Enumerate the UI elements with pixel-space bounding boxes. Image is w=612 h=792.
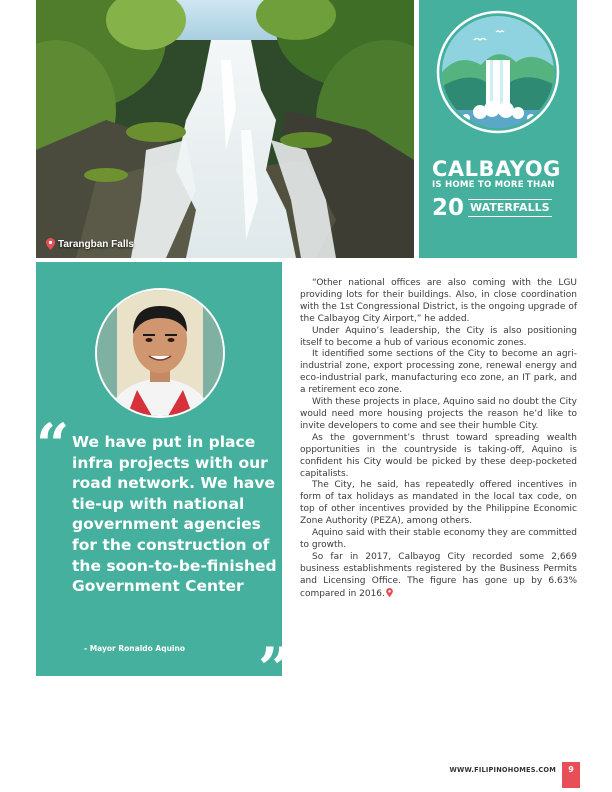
fact-text (432, 158, 572, 221)
waterfall-photo (36, 0, 414, 258)
end-mark-pin-icon (386, 588, 393, 597)
photo-caption (46, 238, 134, 250)
fact-count: 20 (432, 195, 465, 221)
article-body (300, 278, 577, 600)
article-paragraph: It identified some sections of the City to become an agri-industrial zone, export processing zone, renewal energy and eco-industrial park, manufacturing eco zone, an IT park, and a retirement eco zone. (300, 349, 577, 396)
page-number: 9 (562, 762, 580, 788)
article-paragraph-text: So far in 2017, Calbayog City recorded some 2,669 business establishments registered by the Business Permits and Licensing Office. The figure has gone up by 6.63% compared in 2016. (300, 551, 577, 599)
fact-city: CALBAYOG (432, 157, 561, 181)
map-pin-icon (46, 238, 55, 250)
quote-attribution: - Mayor Ronaldo Aquino (84, 644, 185, 653)
article-paragraph-last (300, 552, 577, 601)
article-paragraph: The City, he said, has repeatedly offered incentives in form of tax holidays as mandated in the local tax code, on top of other incentives provided by the Philippine Economic Zone Authority (PEZA), among others. (300, 480, 577, 527)
mayor-portrait (95, 288, 225, 418)
fact-box (419, 0, 577, 258)
mayor-photo (97, 290, 223, 416)
quote-panel (36, 262, 292, 703)
photo-caption-text: Tarangban Falls (58, 238, 134, 250)
article-paragraph: With these projects in place, Aquino said no doubt the City would need more housing projects the reason he’d like to invite developers to come and see their humble City. (300, 397, 577, 431)
quote-close-icon: ” (258, 635, 292, 703)
quote-text: We have put in place infra projects with our road network. We have tie-up with national government agencies for the construction of the soon-to-be-finished Government Center (72, 433, 277, 596)
quote-open-icon: “ (36, 411, 70, 479)
fact-label: WATERFALLS (468, 199, 552, 217)
fact-subline: IS HOME TO MORE THAN (432, 180, 555, 190)
article-paragraph: Under Aquino’s leadership, the City is also positioning itself to become a hub of various economic zones. (300, 325, 577, 348)
article-paragraph: As the government’s thrust toward spreading wealth opportunities in the countryside is taking-off, Aquino is confident his City would be picked by these deep-pocketed capitalists. (300, 432, 577, 479)
article-paragraph: “Other national offices are also coming with the LGU providing lots for their buildings. Also, in close coordination with the 1st Congressional District, is the ongoing upgrade of the Calbayog City Airport,” he added. (300, 278, 577, 324)
fact-count-row (432, 195, 572, 221)
waterfall-illustration-icon (436, 10, 560, 134)
article-paragraph: Aquino said with their stable economy they are committed to growth. (300, 528, 577, 550)
footer-url: WWW.FILIPINOHOMES.COM (449, 766, 556, 774)
waterfall-image (36, 0, 414, 258)
